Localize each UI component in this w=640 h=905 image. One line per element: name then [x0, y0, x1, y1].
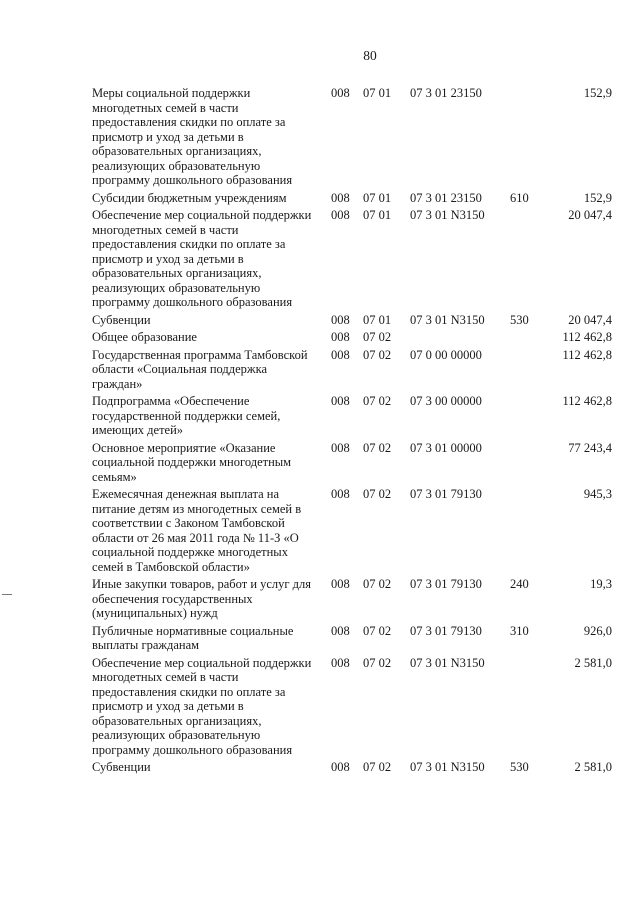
ministry-code: 008 [331, 655, 350, 670]
row-name: Общее образование [92, 330, 197, 344]
ministry-code: 008 [331, 623, 350, 638]
expense-type-code: 530 [510, 760, 529, 774]
ministry-code: 008 [331, 487, 350, 501]
ministry-code: 008 [331, 86, 350, 100]
ministry-code: 008 [331, 208, 350, 222]
amount: 112 462,8 [562, 394, 612, 408]
ministry-code: 008 [331, 190, 350, 205]
table-row [92, 313, 612, 328]
section-code: 07 02 [363, 623, 392, 638]
amount: 2 581,0 [574, 760, 612, 774]
section-code: 07 01 [363, 86, 392, 100]
amount: 20 047,4 [568, 208, 612, 222]
section-code: 07 02 [363, 394, 392, 408]
section-code: 07 02 [363, 760, 392, 774]
ministry-code: 008 [331, 312, 350, 327]
amount: 2 581,0 [574, 655, 612, 670]
target-article-code: 07 0 00 00000 [410, 347, 482, 362]
amount: 945,3 [583, 487, 612, 501]
row-name: Субсидии бюджетным учреждениям [92, 190, 287, 205]
table-row [92, 760, 612, 775]
target-article-code: 07 3 01 00000 [410, 440, 482, 455]
row-name: Субвенции [92, 312, 151, 327]
amount: 152,9 [583, 190, 612, 205]
ministry-code: 008 [331, 577, 350, 591]
amount: 112 462,8 [562, 347, 612, 362]
section-code: 07 02 [363, 440, 392, 455]
section-code: 07 01 [363, 190, 392, 205]
budget-table [92, 86, 612, 775]
expense-type-code: 610 [510, 190, 529, 205]
row-name: Иные закупки товаров, работ и услуг для обеспечения государственных (муниципальных) нужд [92, 577, 312, 620]
target-article-code: 07 3 01 N3150 [410, 655, 485, 670]
row-name: Субвенции [92, 760, 151, 774]
amount: 19,3 [590, 577, 612, 591]
row-name: Ежемесячная денежная выплата на питание детям из многодетных семей в соответствии с Законом Тамбовской области от 26 мая 2011 года № 11-З «О социальной поддержке многодетных семей в Тамбовской области» [92, 487, 302, 574]
target-article-code: 07 3 01 23150 [410, 86, 482, 100]
table-row [92, 656, 612, 758]
table-row [92, 394, 612, 438]
amount: 152,9 [583, 86, 612, 100]
expense-type-code: 530 [510, 312, 529, 327]
target-article-code: 07 3 01 23150 [410, 190, 482, 205]
row-name: Обеспечение мер социальной поддержки многодетных семей в части предоставления скидки по оплате за присмотр и уход за детьми в образовательных организациях, реализующих образовательную программу дошкольного образования [92, 655, 312, 757]
ministry-code: 008 [331, 760, 350, 774]
ministry-code: 008 [331, 394, 350, 408]
row-name: Государственная программа Тамбовской области «Социальная поддержка граждан» [92, 347, 308, 391]
target-article-code: 07 3 01 79130 [410, 623, 482, 638]
amount: 20 047,4 [568, 312, 612, 327]
amount: 926,0 [583, 623, 612, 638]
table-row [92, 330, 612, 345]
row-name: Публичные нормативные социальные выплаты гражданам [92, 623, 294, 652]
expense-type-code: 310 [510, 623, 529, 638]
ministry-code: 008 [331, 330, 350, 344]
row-name: Меры социальной поддержки многодетных семей в части предоставления скидки по оплате за присмотр и уход за детьми в образовательных организациях, реализующих образовательную программу дошкольного образования [92, 86, 293, 187]
table-row [92, 86, 612, 188]
table-row [92, 441, 612, 485]
amount: 112 462,8 [562, 330, 612, 344]
target-article-code: 07 3 01 79130 [410, 487, 482, 501]
page-number: 80 [363, 48, 377, 63]
table-row [92, 487, 612, 574]
table-row [92, 191, 612, 206]
scan-mark [2, 594, 12, 595]
table-row [92, 624, 612, 653]
ministry-code: 008 [331, 347, 350, 362]
section-code: 07 02 [363, 487, 392, 501]
row-name: Подпрограмма «Обеспечение государственной поддержки семей, имеющих детей» [92, 394, 281, 437]
section-code: 07 02 [363, 347, 392, 362]
section-code: 07 02 [363, 577, 392, 591]
target-article-code: 07 3 01 N3150 [410, 760, 485, 774]
table-row [92, 348, 612, 392]
target-article-code: 07 3 01 N3150 [410, 312, 485, 327]
target-article-code: 07 3 01 N3150 [410, 208, 485, 222]
section-code: 07 01 [363, 312, 392, 327]
target-article-code: 07 3 01 79130 [410, 577, 482, 591]
table-row [92, 208, 612, 310]
section-code: 07 02 [363, 655, 392, 670]
row-name: Обеспечение мер социальной поддержки многодетных семей в части предоставления скидки по оплате за присмотр и уход за детьми в образовательных организациях, реализующих образовательную программу дошкольного образования [92, 208, 312, 309]
section-code: 07 01 [363, 208, 392, 222]
amount: 77 243,4 [568, 440, 612, 455]
expense-type-code: 240 [510, 577, 529, 591]
section-code: 07 02 [363, 330, 392, 344]
row-name: Основное мероприятие «Оказание социальной поддержки многодетным семьям» [92, 440, 292, 484]
table-row [92, 577, 612, 621]
ministry-code: 008 [331, 440, 350, 455]
target-article-code: 07 3 00 00000 [410, 394, 482, 408]
